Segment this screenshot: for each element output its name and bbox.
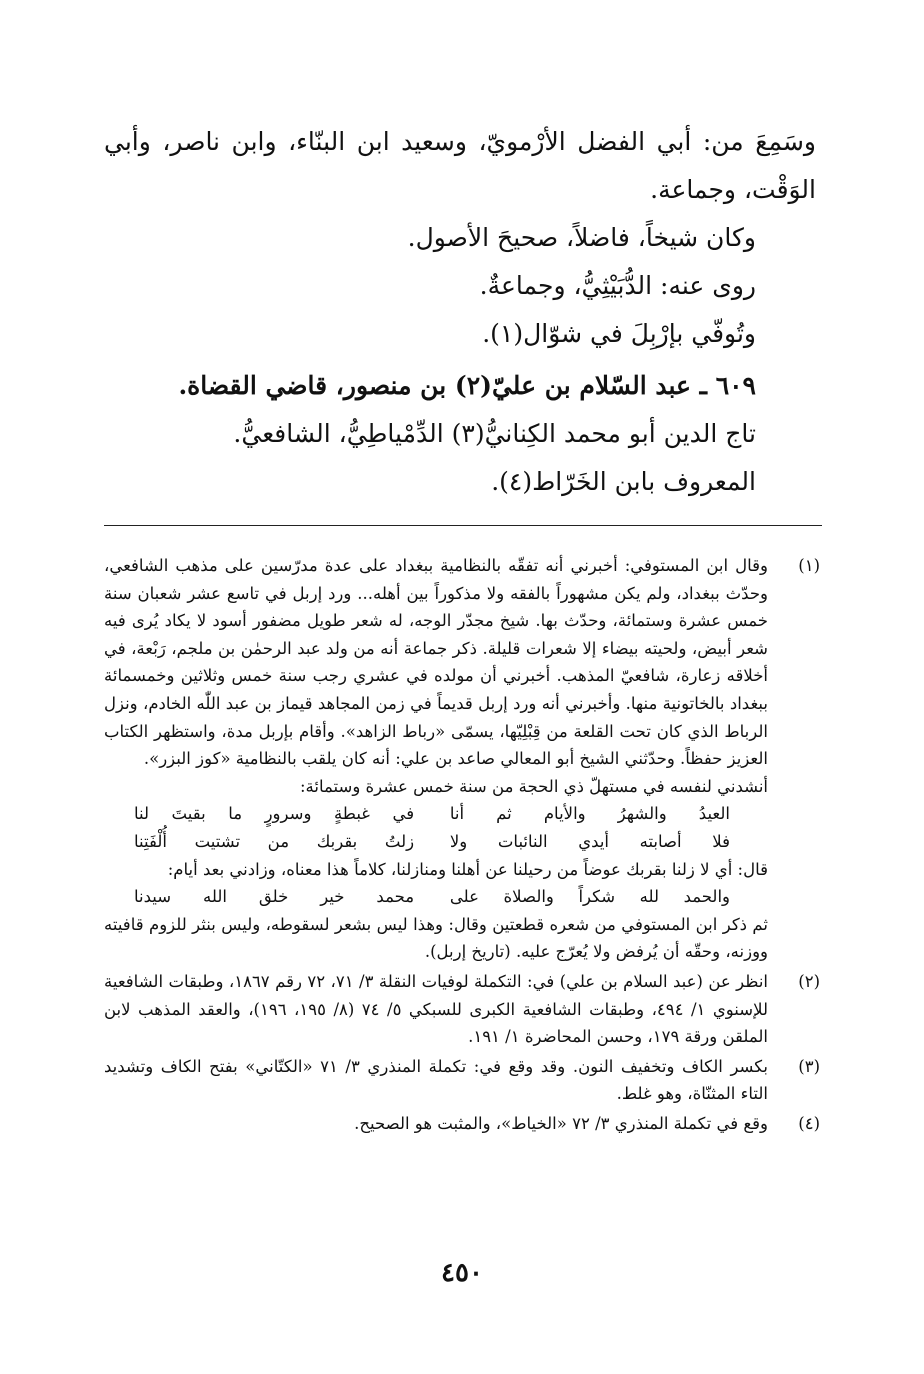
page-number: ٤٥٠ xyxy=(441,1258,483,1288)
footnote-3 xyxy=(104,1053,820,1108)
footnotes xyxy=(104,552,820,1139)
paragraph-narrators: روى عنه: الدُّبَيْثِيُّ، وجماعةٌ. xyxy=(479,271,756,300)
footnote-body xyxy=(104,1053,768,1108)
footnote-text: بكسر الكاف وتخفيف النون. وقد وقع في: تكملة المنذري ٣/ ٧١ «الكتّاني» بفتح الكاف وتشديد التاء المثنّاة، وهو غلط. xyxy=(104,1056,768,1104)
footnote-2 xyxy=(104,968,820,1051)
footnote-separator xyxy=(104,525,822,526)
verse-line xyxy=(104,883,768,911)
entry-title: عبد السّلام بن عليّ(٢) بن منصور، قاضي القضاة. xyxy=(178,371,691,400)
footnote-number: (١) xyxy=(798,556,820,575)
footnote-verse-comment: قال: أي لا زلنا بقربك عوضاً من رحيلنا عن أهلنا ومنازلنا، كلاماً هذا معناه، وزادني بعد أيام: xyxy=(167,859,768,879)
verse-second-hemistich: محمد خير خلق الله سيدنا xyxy=(134,887,415,907)
paragraph-known-as: المعروف بابن الخَرّاط(٤). xyxy=(491,467,756,496)
entry-heading xyxy=(104,362,816,410)
verse-line xyxy=(104,800,768,828)
footnote-number: (٢) xyxy=(798,971,820,991)
footnote-4 xyxy=(104,1110,820,1138)
footnote-text: وقال ابن المستوفي: أخبرني أنه تفقّه بالنظامية ببغداد على عدة مدرّسين على مذهب الشافعي، وحدّث ببغداد، ولم يكن مشهوراً بالفقه ولا مذكوراً بين أهله... ورد إربل في تاسع عشر شعبان سنة خمس عشرة وستمائة، وحدّث بها. شيخ مجدّر الوجه، له شعر طويل مضفور أسود لا يكاد يُرى فيه شعر أبيض، ولحيته بيضاء إلا شعرات قليلة. ذكر جماعة أنه من ولد عبد الرحمٰن بن ملجم، رَبْعة، في أخلاقه زعارة، شافعيّ المذهب. أخبرني أن مولده في عشري رجب سنة خمس وثلاثين وخمسمائة ببغداد بالخاتونية منها. وأخبرني أنه ورد إربل قديماً في زمن المجاهد قيماز بن عبد اللّٰه الخادم، ونزل الرباط الذي كان تحت القلعة من قِبْلِيّها، يسمّى «رباط الزاهد». وأقام بإربل مدة، واستظهر الكتاب العزيز حفظاً. وحدّثني الشيخ أبو المعالي صاعد بن علي: أنه كان يلقب بالنظامية «كوز البزر». xyxy=(104,556,768,769)
footnote-text: وقع في تكملة المنذري ٣/ ٧٢ «الخياط»، والمثبت هو الصحيح. xyxy=(354,1113,768,1133)
paragraph-death: وتُوفّي بإرْبِلَ في شوّال(١). xyxy=(482,319,756,348)
paragraph-heard-from: وسَمِعَ من: أبي الفضل الأرْمويّ، وسعيد ابن البنّاء، وابن ناصر، وأبي الوَقْت، وجماعة. xyxy=(104,127,816,204)
main-text xyxy=(104,118,816,506)
verse-second-hemistich: زلتُ بقربك من تشتيت أُلْفَتِنا xyxy=(134,831,415,851)
paragraph-lineage: تاج الدين أبو محمد الكِنانيُّ(٣) الدِّمْياطِيُّ، الشافعيُّ. xyxy=(233,419,756,448)
verse-first-hemistich: فلا أصابته أيدي النائبات ولا xyxy=(449,831,730,851)
verse-line xyxy=(104,828,768,856)
footnote-1 xyxy=(104,552,820,966)
footnote-body xyxy=(104,1110,768,1138)
paragraph-description: وكان شيخاً، فاضلاً، صحيحَ الأصول. xyxy=(407,223,756,252)
verse-second-hemistich: في غبطةٍ وسرورٍ ما بقيتَ لنا xyxy=(134,804,415,824)
footnote-text: انظر عن (عبد السلام بن علي) في: التكملة لوفيات النقلة ٣/ ٧١، ٧٢ رقم ١٨٦٧، وطبقات الشافعية للإسنوي ١/ ٤٩٤، وطبقات الشافعية الكبرى للسبكي ٥/ ٧٤ (٨/ ١٩٥، ١٩٦)، والعقد المذهب لابن الملقن ورقة ١٧٩، وحسن المحاضرة ١/ ١٩١. xyxy=(104,971,769,1047)
footnote-conclusion: ثم ذكر ابن المستوفي من شعره قطعتين وقال: وهذا ليس بشعر لسقوطه، وليس بنثر للزوم قافيته ووزنه، وحقّه أن يُرفض ولا يُعرّج عليه. (تاريخ إربل). xyxy=(104,914,768,962)
footnote-body xyxy=(104,552,768,966)
footnote-number: (٣) xyxy=(798,1056,820,1076)
footnote-number: (٤) xyxy=(798,1113,820,1133)
verse-first-hemistich: والحمد لله شكراً والصلاة على xyxy=(449,887,730,907)
entry-number: ٦٠٩ ـ xyxy=(699,371,756,400)
verse-first-hemistich: العيدُ والشهرُ والأيام ثم أنا xyxy=(449,804,730,824)
footnote-verse-intro: أنشدني لنفسه في مستهلّ ذي الحجة من سنة خمس عشرة وستمائة: xyxy=(299,776,768,796)
footnote-body xyxy=(104,968,768,1051)
